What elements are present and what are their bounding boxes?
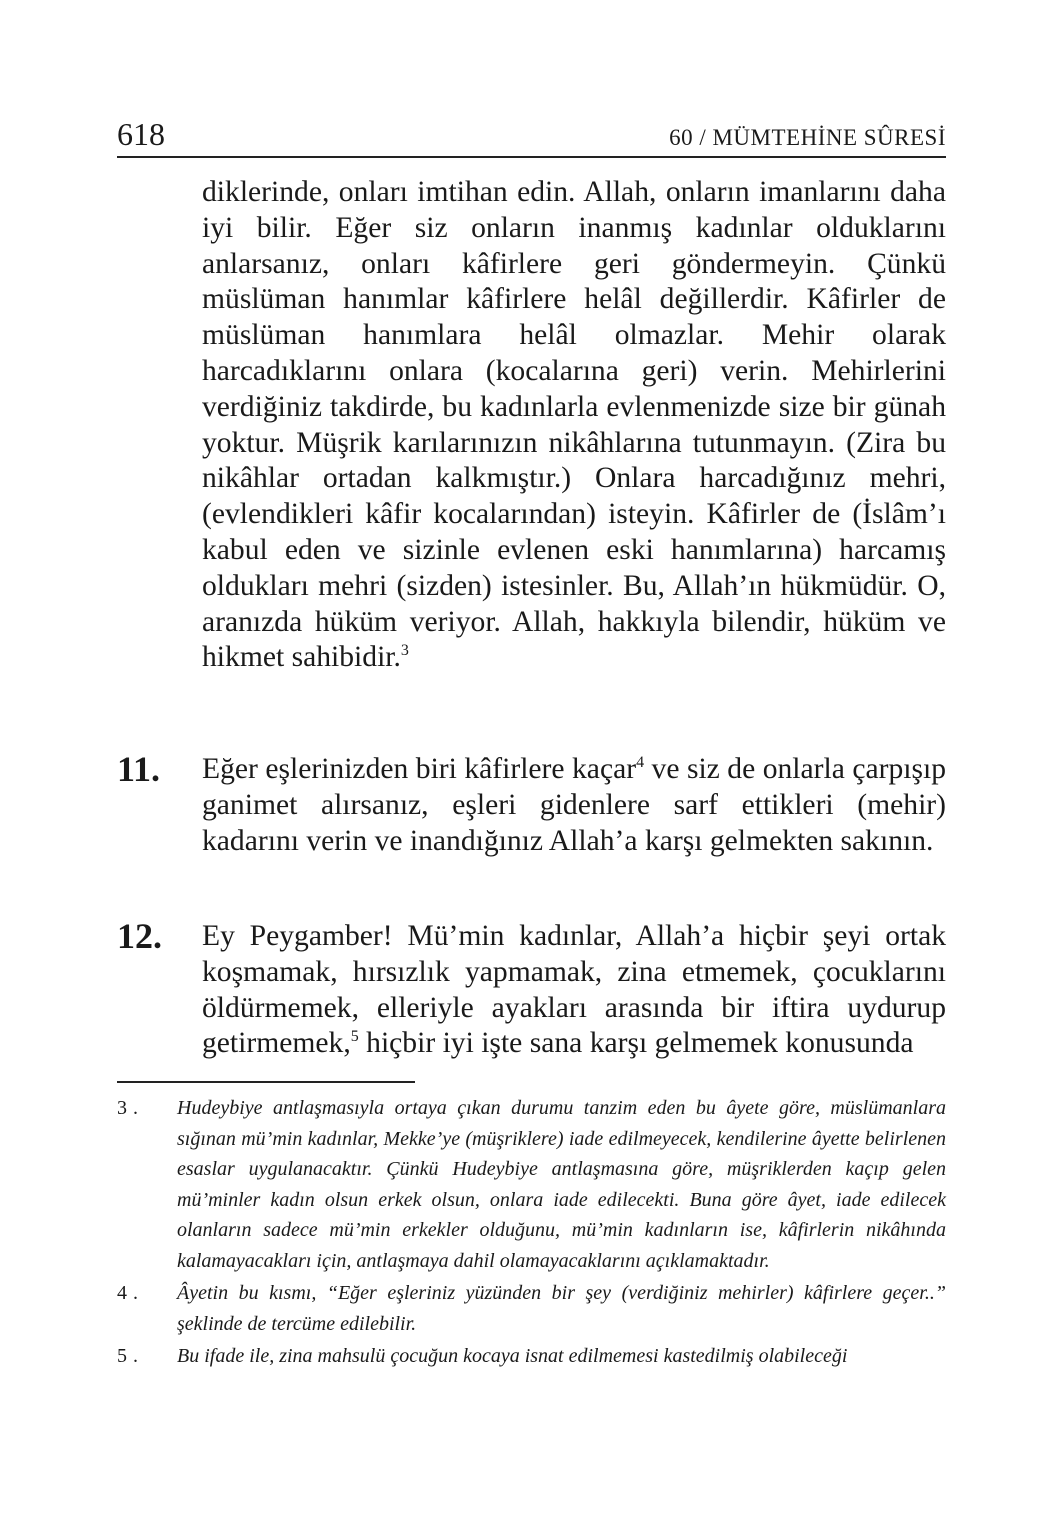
verse-12 bbox=[117, 916, 946, 1062]
footnote-ref[interactable]: 3 bbox=[400, 642, 409, 660]
verse-number: 11. bbox=[117, 749, 161, 789]
footnote-number: 4. bbox=[117, 1282, 144, 1304]
footnote-number: 5. bbox=[117, 1345, 144, 1367]
footnote bbox=[117, 1278, 946, 1339]
verse-text: diklerinde, onları imtihan edin. Allah, onların imanlarını daha iyi bilir. Eğer siz onların inanmış kadınlar olduklarını anlarsanız, onları kâfirlere geri göndermeyin. Çünkü müslüman hanımlar kâfirlere helâl değillerdir. Kâfirler de müslüman hanımlara helâl olmazlar. Mehir olarak harcadıklarını onlara (kocalarına geri) verin. Mehirlerini verdiğiniz takdirde, bu kadınlarla evlenmenizde size bir günah yoktur. Müşrik karılarınızın nikâhlarına tutunmayın. (Zira bu nikâhlar ortadan kalkmıştır.) Onlara harcadığınız mehri, (evlendikleri kâfir kocalarından) isteyin. Kâfirler de (İslâm’ı kabul eden ve sizinle evlenen eski hanımlarına) harcamış oldukları mehri (sizden) istesinler. Bu, Allah’ın hükmüdür. O, aranızda hüküm veriyor. Allah, hakkıyla bilendir, hüküm ve hikmet sahibidir.$^3$ bbox=[202, 176, 946, 674]
verse-text: Eğer eşlerinizden biri kâfirlere kaçar$^4$ ve siz de onlarla çarpışıp ganimet alırsanız, eşleri gidenlere sarf ettikleri (mehir) kadarını verin ve inandığınız Allah’a karşı gelmekten sakının. bbox=[202, 753, 946, 857]
footnote-text: Bu ifade ile, zina mahsulü çocuğun kocaya isnat edilmemesi kastedilmiş olabileceği bbox=[177, 1345, 848, 1367]
verse-number: 12. bbox=[117, 916, 162, 956]
footnote bbox=[117, 1093, 946, 1276]
verse-text: Ey Peygamber! Mü’min kadınlar, Allah’a hiçbir şeyi ortak koşmamak, hırsızlık yapmamak, zina etmemek, çocuklarını öldürmemek, elleriyle ayakları arasında bir iftira uydurup getirmemek,$^5$ hiçbir iyi işte sana karşı gelmemek konusunda bbox=[202, 920, 946, 1060]
verse-11 bbox=[117, 749, 946, 859]
footnote-text: Âyetin bu kısmı, “Eğer eşleriniz yüzünden bir şey (verdiğiniz mehirler) kâfirlere geçer..” şeklinde de tercüme edilebilir. bbox=[177, 1282, 946, 1335]
footnote-number: 3. bbox=[117, 1097, 144, 1119]
footnote-ref[interactable]: 4 bbox=[636, 754, 645, 772]
page-header bbox=[117, 112, 946, 158]
verse-continuation bbox=[117, 175, 946, 676]
running-title: 60 / MÜMTEHİNE SÛRESİ bbox=[669, 125, 946, 150]
footnote-ref[interactable]: 5 bbox=[350, 1028, 359, 1046]
footnote bbox=[117, 1341, 946, 1372]
footnote-divider bbox=[117, 1081, 415, 1083]
page-number: 618 bbox=[117, 116, 165, 152]
footnotes bbox=[117, 1093, 946, 1374]
footnote-text: Hudeybiye antlaşmasıyla ortaya çıkan durumu tanzim eden bu âyete göre, müslümanlara sığınan mü’min kadınlar, Mekke’ye (müşriklere) iade edilmeyecek, kendilerine âyette belirlenen esaslar uygulanacaktır. Çünkü Hudeybiye antlaşmasına göre, müşriklerden kaçıp gelen mü’minler kadın olsun erkek olsun, onlara iade edilecekti. Buna göre âyet, iade edilecek olanların sadece mü’min erkekler olduğunu, mü’min kadınların ise, kâfirlerin nikâhında kalamayacakları için, antlaşmaya dahil olamayacaklarını açıklamaktadır. bbox=[177, 1097, 946, 1272]
